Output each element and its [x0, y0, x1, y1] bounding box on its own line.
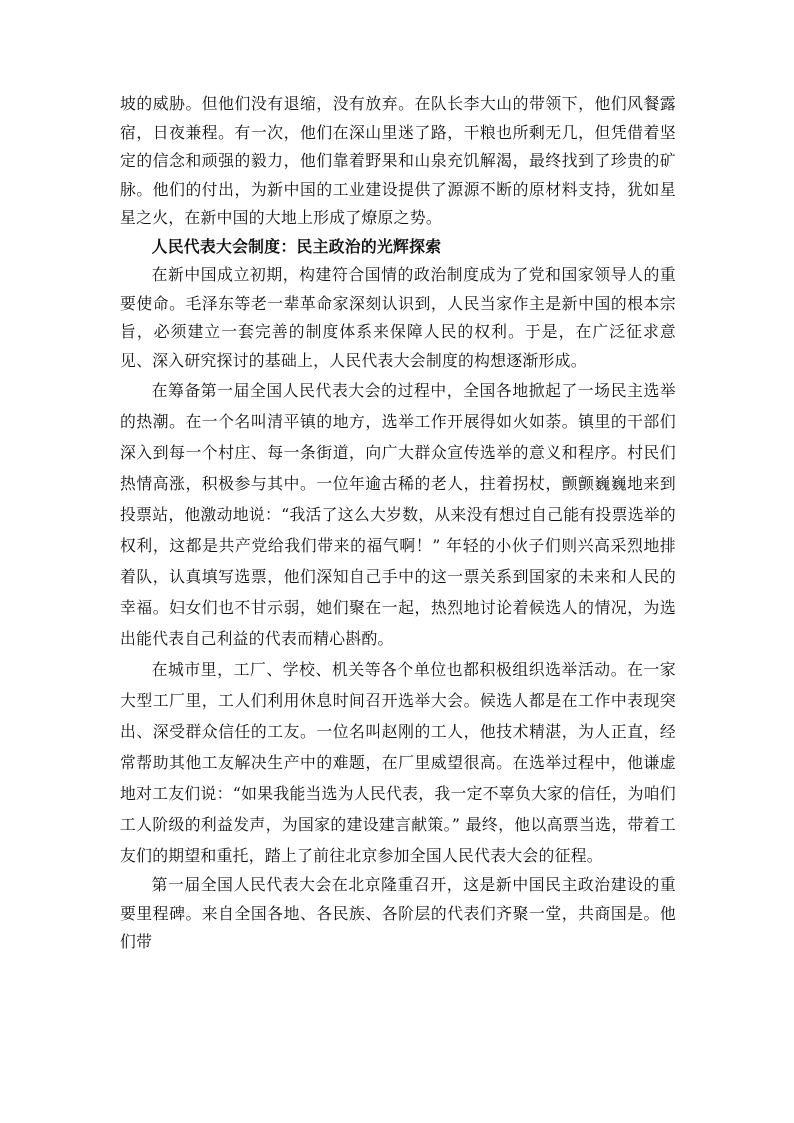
paragraph: 在城市里，工厂、学校、机关等各个单位也都积极组织选举活动。在一家大型工厂里，工人们利用休息时间召开选举大会。候选人都是在工作中表现突出、深受群众信任的工友。一位名叫赵刚的工人，他技术精湛，为人正直，经常帮助其他工友解决生产中的难题，在厂里威望很高。在选举过程中，他谦虚地对工友们说：“如果我能当选为人民代表，我一定不辜负大家的信任，为咱们工人阶级的利益发声，为国家的建设建言献策。” 最终，他以高票当选，带着工友们的期望和重托，踏上了前往北京参加全国人民代表大会的征程。 — [120, 660, 676, 865]
document-body — [120, 90, 676, 957]
paragraph: 在筹备第一届全国人民代表大会的过程中，全国各地掀起了一场民主选举的热潮。在一个名叫清平镇的地方，选举工作开展得如火如荼。镇里的干部们深入到每一个村庄、每一条街道，向广大群众宣传选举的意义和程序。村民们热情高涨，积极参与其中。一位年逾古稀的老人，拄着拐杖，颤颤巍巍地来到投票站，他激动地说：“我活了这么大岁数，从来没有想过自己能有投票选举的权利，这都是共产党给我们带来的福气啊！” 年轻的小伙子们则兴高采烈地排着队，认真填写选票，他们深知自己手中的这一票关系到国家的未来和人民的幸福。妇女们也不甘示弱，她们聚在一起，热烈地讨论着候选人的情况，为选出能代表自己利益的代表而精心斟酌。 — [120, 381, 676, 648]
paragraph: 第一届全国人民代表大会在北京隆重召开，这是新中国民主政治建设的重要里程碑。来自全国各地、各民族、各阶层的代表们齐聚一堂，共商国是。他们带 — [120, 875, 676, 951]
paragraph-continuation: 坡的威胁。但他们没有退缩，没有放弃。在队长李大山的带领下，他们风餐露宿，日夜兼程。有一次，他们在深山里迷了路，干粮也所剩无几，但凭借着坚定的信念和顽强的毅力，他们靠着野果和山泉充饥解渴，最终找到了珍贵的矿脉。他们的付出，为新中国的工业建设提供了源源不断的原材料支持，犹如星星之火，在新中国的大地上形成了燎原之势。 — [120, 94, 676, 227]
paragraph: 在新中国成立初期，构建符合国情的政治制度成为了党和国家领导人的重要使命。毛泽东等老一辈革命家深刻认识到，人民当家作主是新中国的根本宗旨，必须建立一套完善的制度体系来保障人民的权利。于是，在广泛征求意见、深入研究探讨的基础上，人民代表大会制度的构想逐渐形成。 — [120, 265, 676, 370]
section-heading: 人民代表大会制度：民主政治的光辉探索 — [151, 236, 442, 256]
